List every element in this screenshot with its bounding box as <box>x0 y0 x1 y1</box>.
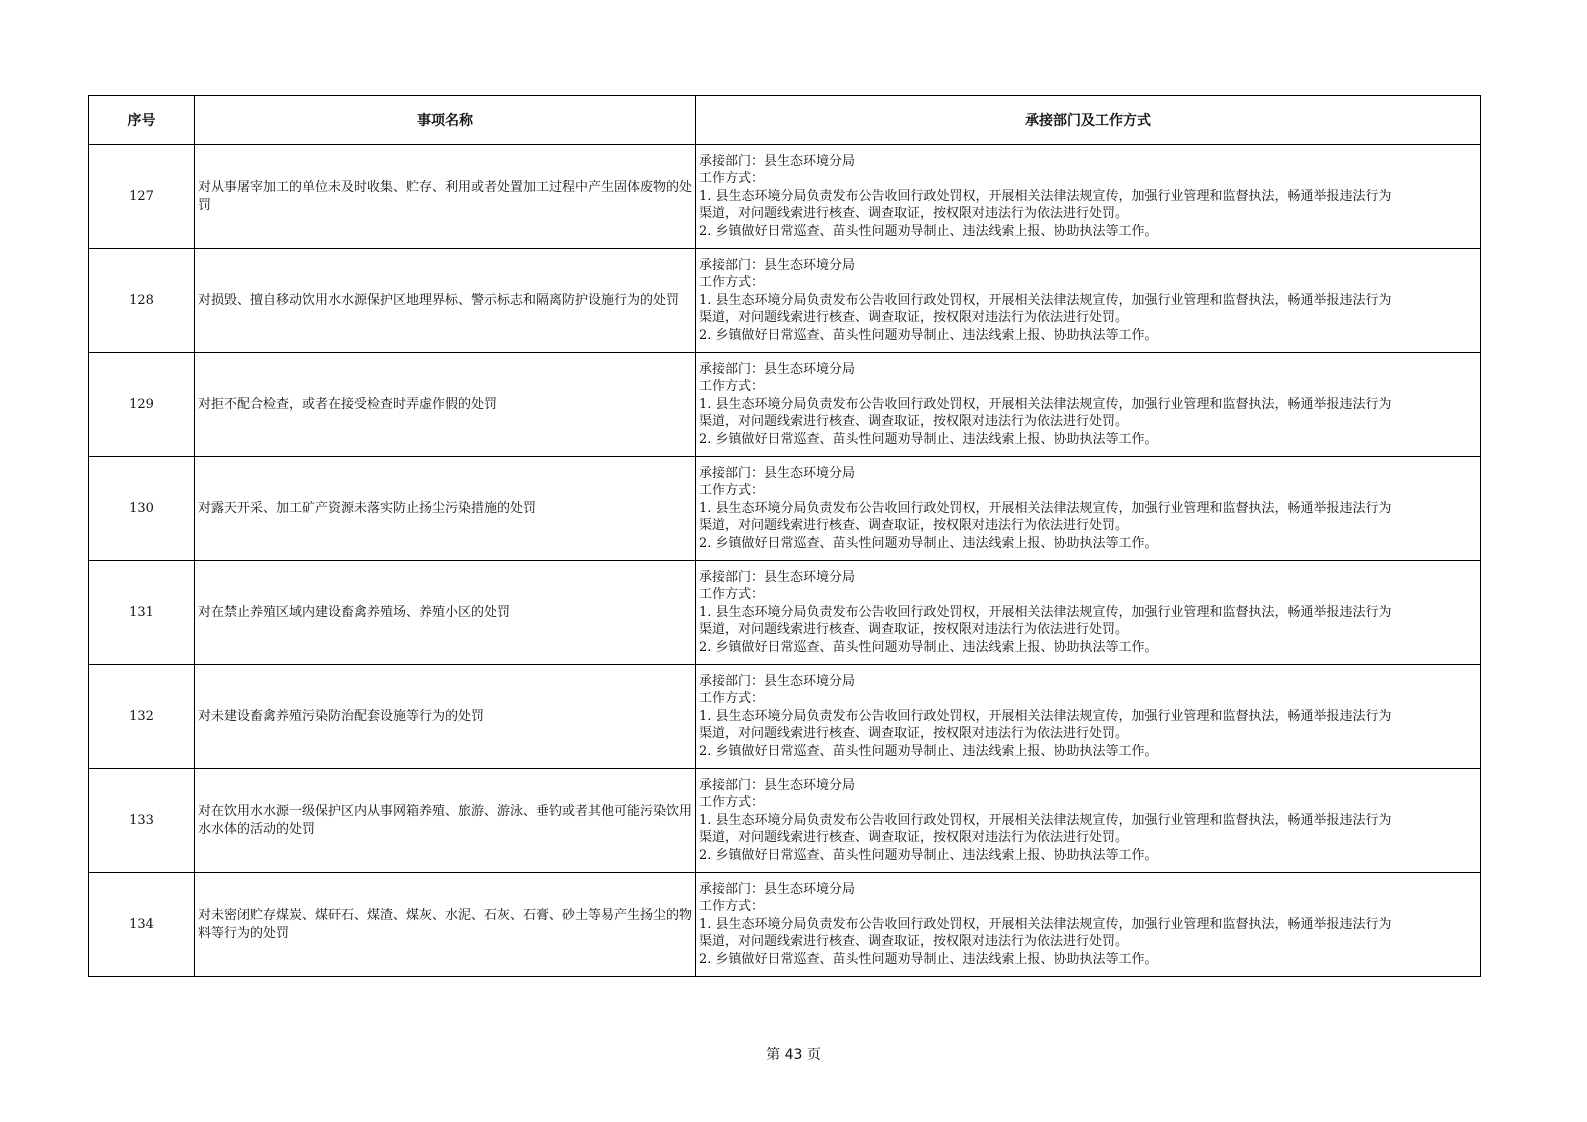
row-seq: 131 <box>89 561 195 665</box>
row-dept-method <box>696 769 1481 873</box>
method-point-2: 2. 乡镇做好日常巡查、苗头性问题劝导制止、违法线索上报、协助执法等工作。 <box>699 535 1158 551</box>
dept-label: 承接部门：县生态环境分局 <box>699 153 856 169</box>
row-seq: 128 <box>89 249 195 353</box>
row-item-name: 对损毁、擅自移动饮用水水源保护区地理界标、警示标志和隔离防护设施行为的处罚 <box>195 249 696 353</box>
row-seq: 132 <box>89 665 195 769</box>
table-row <box>89 145 1481 249</box>
row-dept-method <box>696 457 1481 561</box>
method-point-1-cont: 渠道，对问题线索进行核查、调查取证，按权限对违法行为依法进行处罚。 <box>699 414 1129 430</box>
row-item-name: 对从事屠宰加工的单位未及时收集、贮存、利用或者处置加工过程中产生固体废物的处罚 <box>195 145 696 249</box>
row-seq: 127 <box>89 145 195 249</box>
row-dept-method <box>696 249 1481 353</box>
method-point-1: 1. 县生态环境分局负责发布公告收回行政处罚权，开展相关法律法规宣传，加强行业管理和监督执法，畅通举报违法行为 <box>699 500 1392 516</box>
header-row <box>89 96 1481 145</box>
method-point-2: 2. 乡镇做好日常巡查、苗头性问题劝导制止、违法线索上报、协助执法等工作。 <box>699 431 1158 447</box>
method-point-2: 2. 乡镇做好日常巡查、苗头性问题劝导制止、违法线索上报、协助执法等工作。 <box>699 327 1158 343</box>
row-item-name: 对未建设畜禽养殖污染防治配套设施等行为的处罚 <box>195 665 696 769</box>
row-seq: 133 <box>89 769 195 873</box>
header-item-name: 事项名称 <box>195 96 696 145</box>
row-item-name: 对拒不配合检查，或者在接受检查时弄虚作假的处罚 <box>195 353 696 457</box>
row-dept-method <box>696 873 1481 977</box>
method-point-1-cont: 渠道，对问题线索进行核查、调查取证，按权限对违法行为依法进行处罚。 <box>699 622 1129 638</box>
dept-label: 承接部门：县生态环境分局 <box>699 569 856 585</box>
method-point-1-cont: 渠道，对问题线索进行核查、调查取证，按权限对违法行为依法进行处罚。 <box>699 518 1129 534</box>
table-row <box>89 353 1481 457</box>
method-label: 工作方式： <box>699 275 765 291</box>
table-body <box>89 145 1481 977</box>
method-point-1-cont: 渠道，对问题线索进行核查、调查取证，按权限对违法行为依法进行处罚。 <box>699 726 1129 742</box>
header-seq: 序号 <box>89 96 195 145</box>
table-row <box>89 457 1481 561</box>
page-number: 第 43 页 <box>766 1047 821 1063</box>
dept-label: 承接部门：县生态环境分局 <box>699 465 856 481</box>
method-label: 工作方式： <box>699 379 765 395</box>
table-row <box>89 665 1481 769</box>
row-item-name: 对未密闭贮存煤炭、煤矸石、煤渣、煤灰、水泥、石灰、石膏、砂土等易产生扬尘的物料等行为的处罚 <box>195 873 696 977</box>
method-point-1: 1. 县生态环境分局负责发布公告收回行政处罚权，开展相关法律法规宣传，加强行业管理和监督执法，畅通举报违法行为 <box>699 708 1392 724</box>
row-item-name: 对在饮用水水源一级保护区内从事网箱养殖、旅游、游泳、垂钓或者其他可能污染饮用水水体的活动的处罚 <box>195 769 696 873</box>
table-row <box>89 561 1481 665</box>
method-point-1-cont: 渠道，对问题线索进行核查、调查取证，按权限对违法行为依法进行处罚。 <box>699 830 1129 846</box>
header-dept-method: 承接部门及工作方式 <box>696 96 1481 145</box>
method-point-1: 1. 县生态环境分局负责发布公告收回行政处罚权，开展相关法律法规宣传，加强行业管理和监督执法，畅通举报违法行为 <box>699 604 1392 620</box>
row-seq: 134 <box>89 873 195 977</box>
row-seq: 130 <box>89 457 195 561</box>
method-point-1-cont: 渠道，对问题线索进行核查、调查取证，按权限对违法行为依法进行处罚。 <box>699 934 1129 950</box>
row-dept-method <box>696 353 1481 457</box>
row-item-name: 对在禁止养殖区域内建设畜禽养殖场、养殖小区的处罚 <box>195 561 696 665</box>
method-point-1: 1. 县生态环境分局负责发布公告收回行政处罚权，开展相关法律法规宣传，加强行业管理和监督执法，畅通举报违法行为 <box>699 396 1392 412</box>
method-point-1-cont: 渠道，对问题线索进行核查、调查取证，按权限对违法行为依法进行处罚。 <box>699 206 1129 222</box>
method-label: 工作方式： <box>699 899 765 915</box>
method-point-2: 2. 乡镇做好日常巡查、苗头性问题劝导制止、违法线索上报、协助执法等工作。 <box>699 847 1158 863</box>
method-label: 工作方式： <box>699 795 765 811</box>
row-item-name: 对露天开采、加工矿产资源未落实防止扬尘污染措施的处罚 <box>195 457 696 561</box>
table-row <box>89 769 1481 873</box>
method-point-2: 2. 乡镇做好日常巡查、苗头性问题劝导制止、违法线索上报、协助执法等工作。 <box>699 951 1158 967</box>
dept-label: 承接部门：县生态环境分局 <box>699 673 856 689</box>
row-dept-method <box>696 665 1481 769</box>
method-point-1: 1. 县生态环境分局负责发布公告收回行政处罚权，开展相关法律法规宣传，加强行业管理和监督执法，畅通举报违法行为 <box>699 188 1392 204</box>
method-label: 工作方式： <box>699 691 765 707</box>
method-point-2: 2. 乡镇做好日常巡查、苗头性问题劝导制止、违法线索上报、协助执法等工作。 <box>699 743 1158 759</box>
method-point-1: 1. 县生态环境分局负责发布公告收回行政处罚权，开展相关法律法规宣传，加强行业管理和监督执法，畅通举报违法行为 <box>699 916 1392 932</box>
row-dept-method <box>696 145 1481 249</box>
row-seq: 129 <box>89 353 195 457</box>
dept-label: 承接部门：县生态环境分局 <box>699 881 856 897</box>
method-point-1: 1. 县生态环境分局负责发布公告收回行政处罚权，开展相关法律法规宣传，加强行业管理和监督执法，畅通举报违法行为 <box>699 812 1392 828</box>
method-label: 工作方式： <box>699 171 765 187</box>
dept-label: 承接部门：县生态环境分局 <box>699 777 856 793</box>
table-header <box>89 96 1481 145</box>
table-row <box>89 249 1481 353</box>
method-label: 工作方式： <box>699 587 765 603</box>
table-row <box>89 873 1481 977</box>
row-dept-method <box>696 561 1481 665</box>
dept-label: 承接部门：县生态环境分局 <box>699 257 856 273</box>
method-point-2: 2. 乡镇做好日常巡查、苗头性问题劝导制止、违法线索上报、协助执法等工作。 <box>699 639 1158 655</box>
method-point-1-cont: 渠道，对问题线索进行核查、调查取证，按权限对违法行为依法进行处罚。 <box>699 310 1129 326</box>
method-point-2: 2. 乡镇做好日常巡查、苗头性问题劝导制止、违法线索上报、协助执法等工作。 <box>699 223 1158 239</box>
items-table <box>88 95 1481 977</box>
method-label: 工作方式： <box>699 483 765 499</box>
dept-label: 承接部门：县生态环境分局 <box>699 361 856 377</box>
method-point-1: 1. 县生态环境分局负责发布公告收回行政处罚权，开展相关法律法规宣传，加强行业管理和监督执法，畅通举报违法行为 <box>699 292 1392 308</box>
